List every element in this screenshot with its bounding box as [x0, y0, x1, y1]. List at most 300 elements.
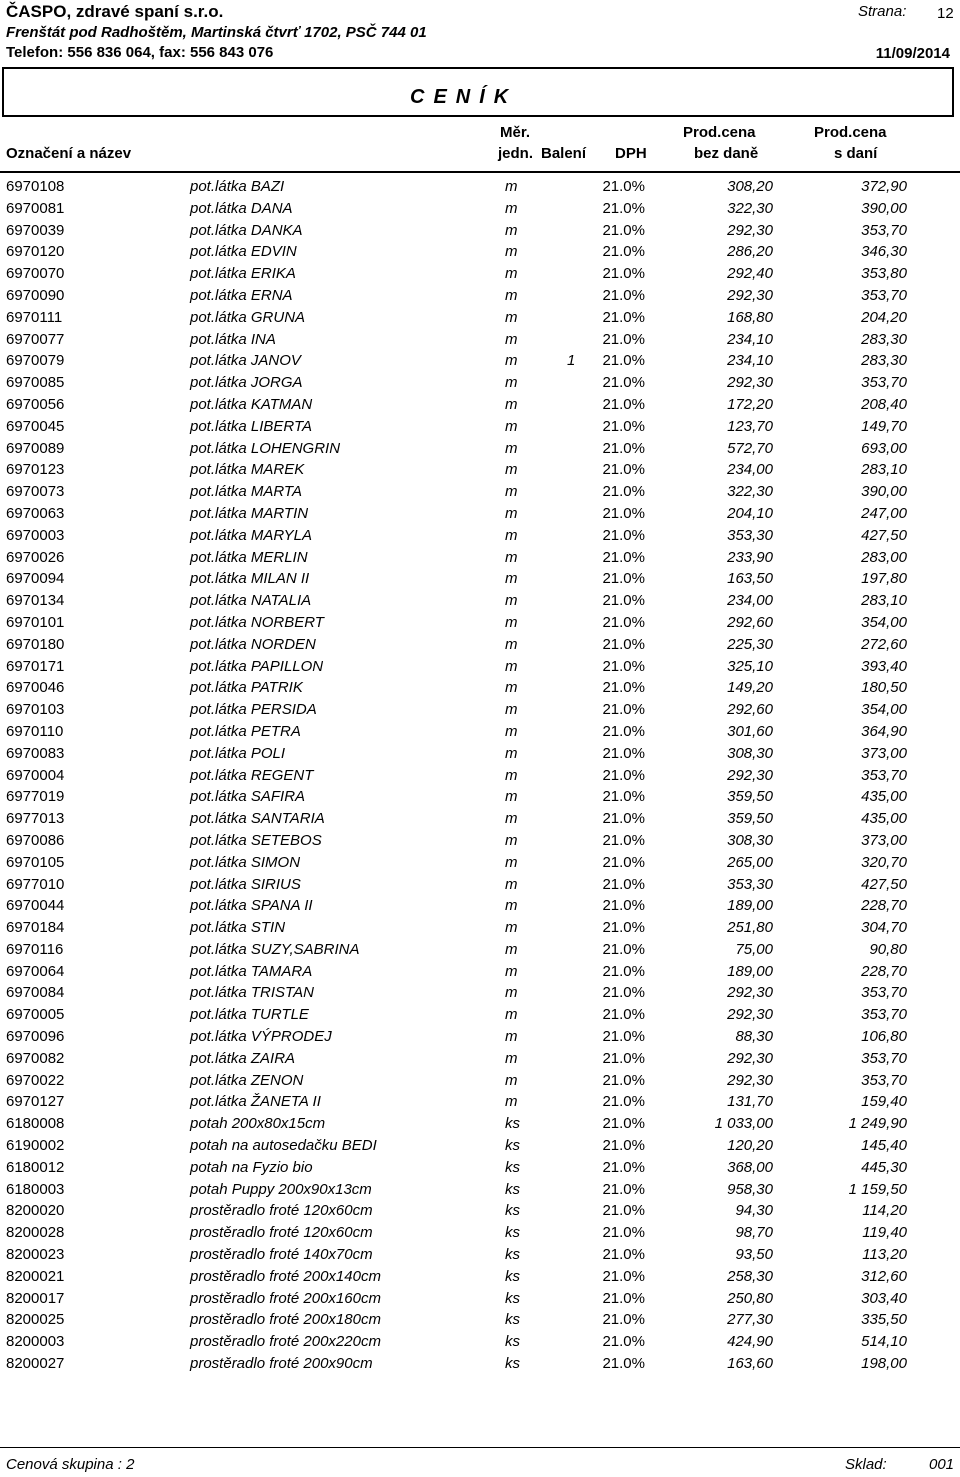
item-code: 6970077 — [6, 330, 65, 348]
col-header-unit-bottom: jedn. — [498, 145, 534, 162]
table-row — [0, 285, 960, 307]
table-row — [0, 830, 960, 852]
col-header-name: Označení a název — [6, 145, 132, 162]
item-name: pot.látka SETEBOS — [190, 831, 322, 849]
item-code: 8200021 — [6, 1267, 65, 1285]
item-name: prostěradlo froté 200x140cm — [190, 1267, 381, 1285]
item-price-gross: 435,00 — [861, 788, 907, 806]
item-price-net: 292,30 — [727, 766, 773, 784]
item-price-gross: 353,70 — [861, 766, 907, 784]
table-row — [0, 656, 960, 678]
item-price-net: 88,30 — [735, 1028, 773, 1046]
item-price-gross: 304,70 — [861, 919, 907, 937]
item-code: 6970101 — [6, 613, 65, 631]
item-code: 6970022 — [6, 1071, 65, 1089]
item-unit: m — [505, 1071, 518, 1089]
item-price-net: 120,20 — [727, 1137, 773, 1155]
company-address: Frenštát pod Radhoštěm, Martinská čtvrť 1702, PSČ 744 01 — [6, 24, 427, 41]
item-name: pot.látka SIRIUS — [190, 875, 301, 893]
table-row — [0, 1266, 960, 1288]
item-vat: 21.0% — [602, 1006, 645, 1024]
item-code: 6977019 — [6, 788, 65, 806]
item-price-gross: 514,10 — [861, 1333, 907, 1351]
item-code: 6180003 — [6, 1180, 65, 1198]
item-price-gross: 427,50 — [861, 526, 907, 544]
item-price-net: 308,30 — [727, 744, 773, 762]
item-code: 6970111 — [6, 308, 63, 326]
item-vat: 21.0% — [602, 330, 645, 348]
item-code: 6970123 — [6, 461, 65, 479]
item-code: 6970046 — [6, 679, 65, 697]
item-price-net: 250,80 — [727, 1289, 773, 1307]
table-row — [0, 1113, 960, 1135]
item-unit: m — [505, 395, 518, 413]
item-price-gross: 1 159,50 — [848, 1180, 907, 1198]
table-row — [0, 961, 960, 983]
table-row — [0, 547, 960, 569]
table-row — [0, 852, 960, 874]
item-unit: m — [505, 1093, 518, 1111]
item-price-gross: 353,70 — [861, 286, 907, 304]
item-code: 6190002 — [6, 1137, 65, 1155]
item-price-gross: 149,70 — [861, 417, 907, 435]
item-price-net: 292,40 — [727, 265, 773, 283]
table-row — [0, 1179, 960, 1201]
page-label: Strana: — [858, 3, 907, 20]
item-price-gross: 283,00 — [861, 548, 907, 566]
item-unit: ks — [505, 1246, 520, 1264]
item-code: 6970079 — [6, 352, 65, 370]
item-price-gross: 354,00 — [861, 701, 907, 719]
table-row — [0, 1157, 960, 1179]
table-row — [0, 721, 960, 743]
item-price-gross: 372,90 — [861, 178, 907, 195]
item-vat: 21.0% — [602, 940, 645, 958]
col-header-net-bottom: bez daně — [694, 145, 759, 162]
item-price-net: 301,60 — [727, 722, 773, 740]
item-price-net: 168,80 — [727, 308, 773, 326]
item-name: pot.látka TAMARA — [190, 962, 313, 980]
item-unit: ks — [505, 1311, 520, 1329]
item-vat: 21.0% — [602, 1158, 645, 1176]
item-unit: m — [505, 570, 518, 588]
item-name: pot.látka TRISTAN — [190, 984, 314, 1002]
item-vat: 21.0% — [602, 613, 645, 631]
table-row — [0, 1331, 960, 1353]
item-vat: 21.0% — [602, 395, 645, 413]
item-vat: 21.0% — [602, 243, 645, 261]
item-vat: 21.0% — [602, 417, 645, 435]
item-price-net: 234,00 — [727, 461, 773, 479]
table-row — [0, 481, 960, 503]
item-code: 6970120 — [6, 243, 65, 261]
item-name: pot.látka NATALIA — [190, 592, 312, 610]
item-pack: 1 — [567, 352, 576, 370]
item-code: 6970070 — [6, 265, 65, 283]
item-vat: 21.0% — [602, 526, 645, 544]
item-code: 6970039 — [6, 221, 65, 239]
item-vat: 21.0% — [602, 461, 645, 479]
item-vat: 21.0% — [602, 548, 645, 566]
item-price-gross: 353,80 — [861, 265, 907, 283]
item-name: prostěradlo froté 140x70cm — [190, 1246, 373, 1264]
table-row — [0, 808, 960, 830]
item-unit: ks — [505, 1224, 520, 1242]
item-price-gross: 373,00 — [861, 744, 907, 762]
item-name: prostěradlo froté 200x220cm — [190, 1333, 381, 1351]
item-price-net: 163,50 — [727, 570, 773, 588]
item-name: pot.látka PATRIK — [190, 679, 303, 697]
item-unit: m — [505, 308, 518, 326]
item-price-net: 292,30 — [727, 286, 773, 304]
item-name: potah Puppy 200x90x13cm — [190, 1180, 372, 1198]
col-header-gross-bottom: s daní — [834, 145, 878, 162]
item-vat: 21.0% — [602, 439, 645, 457]
item-unit: m — [505, 875, 518, 893]
item-unit: m — [505, 962, 518, 980]
table-row — [0, 416, 960, 438]
item-price-gross: 353,70 — [861, 1006, 907, 1024]
item-code: 6970064 — [6, 962, 65, 980]
item-price-gross: 283,30 — [861, 352, 907, 370]
page-number: 12 — [937, 5, 954, 22]
item-price-net: 308,30 — [727, 831, 773, 849]
item-price-gross: 354,00 — [861, 613, 907, 631]
item-code: 6970073 — [6, 483, 65, 501]
item-unit: m — [505, 417, 518, 435]
item-price-net: 204,10 — [727, 504, 773, 522]
table-row — [0, 263, 960, 285]
table-row — [0, 917, 960, 939]
item-price-gross: 353,70 — [861, 984, 907, 1002]
item-unit: m — [505, 1006, 518, 1024]
item-price-net: 292,30 — [727, 1071, 773, 1089]
item-unit: m — [505, 1049, 518, 1067]
item-code: 8200017 — [6, 1289, 65, 1307]
item-price-gross: 320,70 — [861, 853, 907, 871]
item-name: pot.látka SUZY,SABRINA — [190, 940, 360, 958]
item-price-gross: 693,00 — [861, 439, 907, 457]
item-price-net: 277,30 — [727, 1311, 773, 1329]
item-price-net: 1 033,00 — [714, 1115, 773, 1133]
item-code: 6970004 — [6, 766, 65, 784]
item-name: prostěradlo froté 200x180cm — [190, 1311, 381, 1329]
item-vat: 21.0% — [602, 744, 645, 762]
table-row — [0, 1135, 960, 1157]
item-unit: m — [505, 940, 518, 958]
table-row — [0, 1353, 960, 1375]
item-price-gross: 197,80 — [861, 570, 907, 588]
page-title: CENÍK — [410, 86, 518, 108]
item-name: pot.látka POLI — [190, 744, 286, 762]
item-name: pot.látka PERSIDA — [190, 701, 317, 719]
item-vat: 21.0% — [602, 722, 645, 740]
table-row — [0, 568, 960, 590]
item-name: pot.látka VÝPRODEJ — [190, 1028, 332, 1046]
table-row — [0, 1026, 960, 1048]
col-header-unit-top: Měr. — [500, 124, 531, 141]
table-row — [0, 176, 960, 198]
table-row — [0, 459, 960, 481]
item-price-net: 359,50 — [727, 810, 773, 828]
item-price-net: 322,30 — [727, 483, 773, 501]
item-code: 6970116 — [6, 940, 64, 958]
table-row — [0, 350, 960, 372]
item-unit: m — [505, 199, 518, 217]
item-code: 6970180 — [6, 635, 65, 653]
item-code: 6970005 — [6, 1006, 65, 1024]
item-name: potah na Fyzio bio — [190, 1158, 313, 1176]
item-name: pot.látka LIBERTA — [190, 417, 313, 435]
item-price-net: 424,90 — [727, 1333, 773, 1351]
item-code: 6970026 — [6, 548, 65, 566]
item-code: 6970134 — [6, 592, 65, 610]
item-price-net: 958,30 — [727, 1180, 773, 1198]
item-name: pot.látka JANOV — [190, 352, 301, 370]
item-price-net: 75,00 — [735, 940, 773, 958]
item-unit: m — [505, 548, 518, 566]
item-name: prostěradlo froté 200x160cm — [190, 1289, 381, 1307]
item-price-gross: 106,80 — [861, 1028, 907, 1046]
item-vat: 21.0% — [602, 701, 645, 719]
item-code: 6970096 — [6, 1028, 65, 1046]
item-unit: m — [505, 352, 518, 370]
item-price-net: 265,00 — [727, 853, 773, 871]
item-unit: m — [505, 657, 518, 675]
item-price-gross: 198,00 — [861, 1355, 907, 1373]
item-code: 8200028 — [6, 1224, 65, 1242]
item-name: pot.látka SAFIRA — [190, 788, 306, 806]
item-code: 8200020 — [6, 1202, 65, 1220]
item-unit: m — [505, 919, 518, 937]
item-vat: 21.0% — [602, 1289, 645, 1307]
item-unit: m — [505, 788, 518, 806]
item-vat: 21.0% — [602, 221, 645, 239]
item-price-gross: 353,70 — [861, 1071, 907, 1089]
item-price-net: 325,10 — [727, 657, 773, 675]
table-row — [0, 612, 960, 634]
item-vat: 21.0% — [602, 199, 645, 217]
item-price-gross: 247,00 — [861, 504, 907, 522]
item-vat: 21.0% — [602, 1311, 645, 1329]
table-row — [0, 699, 960, 721]
item-price-net: 94,30 — [735, 1202, 773, 1220]
item-name: pot.látka DANA — [190, 199, 293, 217]
item-price-net: 234,10 — [727, 352, 773, 370]
item-name: pot.látka ZENON — [190, 1071, 304, 1089]
item-price-net: 353,30 — [727, 526, 773, 544]
item-price-net: 292,60 — [727, 701, 773, 719]
item-vat: 21.0% — [602, 1202, 645, 1220]
item-vat: 21.0% — [602, 962, 645, 980]
item-name: pot.látka ŽANETA II — [190, 1093, 321, 1111]
item-price-gross: 390,00 — [861, 483, 907, 501]
item-price-net: 359,50 — [727, 788, 773, 806]
footer-warehouse-label: Sklad: — [845, 1456, 887, 1473]
item-name: pot.látka BAZI — [190, 178, 285, 195]
item-price-net: 234,10 — [727, 330, 773, 348]
item-code: 6970105 — [6, 853, 65, 871]
item-name: pot.látka JORGA — [190, 374, 303, 392]
table-row — [0, 1004, 960, 1026]
item-name: pot.látka MAREK — [190, 461, 305, 479]
item-name: potah na autosedačku BEDI — [190, 1137, 377, 1155]
item-vat: 21.0% — [602, 1246, 645, 1264]
item-price-net: 292,60 — [727, 613, 773, 631]
item-price-net: 572,70 — [727, 439, 773, 457]
item-name: prostěradlo froté 120x60cm — [190, 1202, 373, 1220]
item-unit: m — [505, 330, 518, 348]
item-price-net: 322,30 — [727, 199, 773, 217]
item-price-gross: 1 249,90 — [848, 1115, 907, 1133]
item-vat: 21.0% — [602, 831, 645, 849]
item-unit: ks — [505, 1202, 520, 1220]
item-name: pot.látka REGENT — [190, 766, 314, 784]
item-unit: ks — [505, 1137, 520, 1155]
table-row — [0, 503, 960, 525]
item-price-gross: 228,70 — [861, 962, 907, 980]
item-vat: 21.0% — [602, 657, 645, 675]
item-unit: m — [505, 1028, 518, 1046]
item-unit: m — [505, 483, 518, 501]
item-price-net: 123,70 — [727, 417, 773, 435]
item-code: 6970056 — [6, 395, 65, 413]
table-row — [0, 1309, 960, 1331]
item-code: 6180008 — [6, 1115, 65, 1133]
item-price-gross: 283,10 — [861, 592, 907, 610]
item-price-gross: 364,90 — [861, 722, 907, 740]
item-price-net: 131,70 — [727, 1093, 773, 1111]
table-row — [0, 220, 960, 242]
item-unit: ks — [505, 1355, 520, 1373]
item-vat: 21.0% — [602, 853, 645, 871]
item-unit: m — [505, 722, 518, 740]
item-unit: m — [505, 984, 518, 1002]
item-price-net: 98,70 — [735, 1224, 773, 1242]
item-name: pot.látka LOHENGRIN — [190, 439, 341, 457]
item-name: pot.látka KATMAN — [190, 395, 313, 413]
table-row — [0, 590, 960, 612]
item-code: 6970084 — [6, 984, 65, 1002]
item-price-net: 172,20 — [727, 395, 773, 413]
footer-price-group: Cenová skupina : 2 — [6, 1456, 135, 1473]
item-vat: 21.0% — [602, 788, 645, 806]
item-code: 8200023 — [6, 1246, 65, 1264]
item-code: 6970171 — [6, 657, 65, 675]
item-name: pot.látka NORDEN — [190, 635, 316, 653]
item-price-gross: 283,30 — [861, 330, 907, 348]
item-vat: 21.0% — [602, 504, 645, 522]
item-vat: 21.0% — [602, 1355, 645, 1373]
item-name: pot.látka GRUNA — [190, 308, 306, 326]
col-header-vat: DPH — [615, 145, 647, 162]
table-row — [0, 743, 960, 765]
item-unit: m — [505, 810, 518, 828]
item-code: 6970127 — [6, 1093, 65, 1111]
item-unit: m — [505, 592, 518, 610]
item-code: 6970094 — [6, 570, 65, 588]
item-code: 6970110 — [6, 722, 64, 740]
table-row — [0, 765, 960, 787]
item-code: 6970103 — [6, 701, 65, 719]
item-unit: m — [505, 374, 518, 392]
item-price-net: 292,30 — [727, 1006, 773, 1024]
item-code: 6970085 — [6, 374, 65, 392]
item-unit: m — [505, 178, 518, 195]
item-price-gross: 90,80 — [869, 940, 907, 958]
item-vat: 21.0% — [602, 635, 645, 653]
item-price-gross: 445,30 — [861, 1158, 907, 1176]
table-row — [0, 874, 960, 896]
item-name: pot.látka MERLIN — [190, 548, 308, 566]
item-vat: 21.0% — [602, 1049, 645, 1067]
item-unit: m — [505, 701, 518, 719]
item-name: pot.látka SIMON — [190, 853, 301, 871]
item-price-net: 292,30 — [727, 1049, 773, 1067]
item-name: pot.látka MARYLA — [190, 526, 312, 544]
col-header-gross-top: Prod.cena — [814, 124, 887, 141]
item-price-gross: 114,20 — [862, 1202, 907, 1220]
item-code: 6970184 — [6, 919, 65, 937]
item-price-gross: 204,20 — [861, 308, 907, 326]
item-unit: m — [505, 504, 518, 522]
item-price-net: 189,00 — [727, 897, 773, 915]
item-price-net: 149,20 — [727, 679, 773, 697]
item-price-net: 258,30 — [727, 1267, 773, 1285]
header-divider — [0, 171, 960, 173]
item-vat: 21.0% — [602, 1267, 645, 1285]
item-price-net: 225,30 — [727, 635, 773, 653]
item-vat: 21.0% — [602, 352, 645, 370]
item-code: 6970090 — [6, 286, 65, 304]
item-unit: m — [505, 221, 518, 239]
item-code: 6970063 — [6, 504, 65, 522]
table-row — [0, 372, 960, 394]
item-code: 6970045 — [6, 417, 65, 435]
item-unit: m — [505, 853, 518, 871]
item-name: pot.látka TURTLE — [190, 1006, 309, 1024]
item-vat: 21.0% — [602, 308, 645, 326]
item-price-net: 292,30 — [727, 984, 773, 1002]
table-row — [0, 394, 960, 416]
item-unit: ks — [505, 1180, 520, 1198]
item-vat: 21.0% — [602, 679, 645, 697]
item-name: pot.látka NORBERT — [190, 613, 324, 631]
item-price-net: 234,00 — [727, 592, 773, 610]
item-price-gross: 312,60 — [861, 1267, 907, 1285]
item-price-net: 292,30 — [727, 221, 773, 239]
item-code: 6970082 — [6, 1049, 65, 1067]
item-name: pot.látka MILAN II — [190, 570, 310, 588]
item-code: 8200025 — [6, 1311, 65, 1329]
footer-warehouse-value: 001 — [929, 1456, 955, 1473]
item-unit: m — [505, 635, 518, 653]
company-name: ČASPO, zdravé spaní s.r.o. — [6, 2, 224, 21]
item-price-gross: 208,40 — [861, 395, 907, 413]
item-price-gross: 353,70 — [861, 221, 907, 239]
item-price-gross: 228,70 — [861, 897, 907, 915]
item-price-gross: 119,40 — [862, 1224, 907, 1242]
table-row — [0, 525, 960, 547]
item-unit: m — [505, 766, 518, 784]
item-price-gross: 427,50 — [861, 875, 907, 893]
item-unit: m — [505, 286, 518, 304]
item-code: 8200027 — [6, 1355, 65, 1373]
item-code: 6977013 — [6, 810, 65, 828]
item-name: pot.látka ERIKA — [190, 265, 296, 283]
item-price-gross: 393,40 — [861, 657, 907, 675]
table-row — [0, 939, 960, 961]
